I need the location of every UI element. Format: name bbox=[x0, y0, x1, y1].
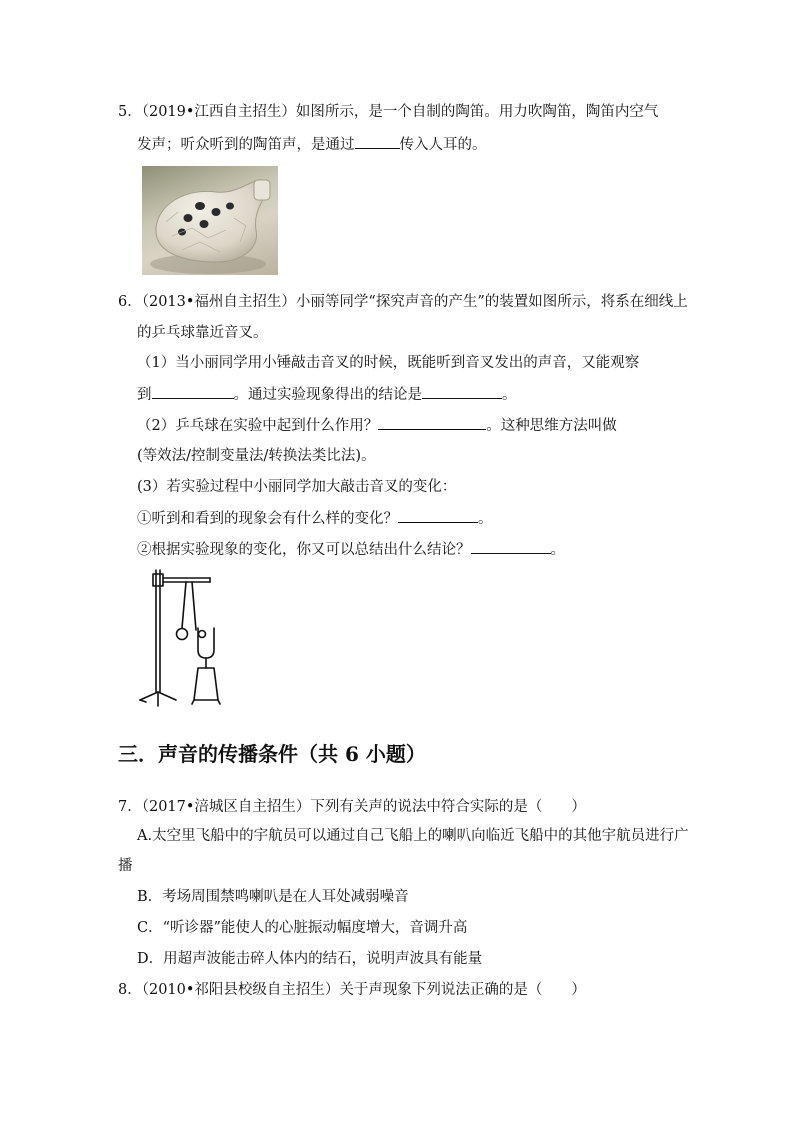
q6-part3-line1: (3）若实验过程中小丽同学加大敲击音叉的变化： bbox=[137, 479, 457, 495]
q6-line2: 的乒乓球靠近音叉。 bbox=[137, 325, 268, 341]
q8-stem: 8．（2010•祁阳县校级自主招生）关于声现象下列说法正确的是（ ） bbox=[118, 982, 586, 998]
q7-stem: 7．（2017•涪城区自主招生）下列有关声的说法中符合实际的是（ ） bbox=[118, 799, 586, 815]
q6-part3-item1 bbox=[137, 508, 493, 529]
q6-part1-text-a: 到 bbox=[137, 387, 152, 403]
q6-part1-text-b: 。通过实验现象得出的结论是 bbox=[233, 387, 422, 403]
q5-answer-blank bbox=[355, 134, 400, 149]
section-3-heading: 三．声音的传播条件（共 6 小题） bbox=[118, 742, 426, 766]
ocarina-illustration bbox=[142, 166, 278, 275]
q6-part3-item2-end: 。 bbox=[550, 542, 565, 558]
q6-part3-item2-text: ②根据实验现象的变化，你又可以总结出什么结论？ bbox=[137, 542, 471, 558]
q6-part3-item2 bbox=[137, 539, 565, 560]
q6-part3-item1-end: 。 bbox=[478, 511, 493, 527]
ocarina-photo bbox=[142, 166, 278, 275]
q6-line1: 6．（2013•福州自主招生）小丽等同学“探究声音的产生”的装置如图所示，将系在细线上 bbox=[118, 294, 688, 310]
q6-part3-blank-2 bbox=[471, 539, 551, 554]
q6-part3-item1-text: ①听到和看到的现象会有什么样的变化？ bbox=[137, 511, 398, 527]
q7-option-d: D．用超声波能击碎人体内的结石，说明声波具有能量 bbox=[137, 951, 483, 967]
q7-option-a-line2: 播 bbox=[118, 858, 133, 874]
q7-option-b: B．考场周围禁鸣喇叭是在人耳处减弱噪音 bbox=[137, 889, 409, 905]
q7-option-a-line1: A.太空里飞船中的宇航员可以通过自己飞船上的喇叭向临近飞船中的其他宇航员进行广 bbox=[137, 828, 689, 844]
q6-part1-line2 bbox=[137, 384, 517, 405]
q6-part2-text-a: （2）乒乓球在实验中起到什么作用？ bbox=[137, 418, 379, 434]
tuning-fork-apparatus-diagram bbox=[136, 562, 236, 710]
q6-part1-text-c: 。 bbox=[502, 387, 517, 403]
q6-part3-blank-1 bbox=[398, 508, 478, 523]
q6-part2-text-b: 。这种思维方法叫做 bbox=[486, 418, 617, 434]
q5-line2-post: 传入人耳的。 bbox=[399, 137, 487, 153]
q6-part1-line1: （1）当小丽同学用小锤敲击音叉的时候，既能听到音叉发出的声音，又能观察 bbox=[137, 355, 640, 371]
q5-line2-pre: 发声；听众听到的陶笛声，是通过 bbox=[137, 137, 355, 153]
q6-part2-line1 bbox=[137, 415, 617, 436]
q6-part2-line2: (等效法/控制变量法/转换法类比法)。 bbox=[137, 448, 376, 464]
q6-part1-blank-2 bbox=[422, 384, 502, 399]
q5-line2 bbox=[137, 134, 487, 155]
q6-part1-blank-1 bbox=[152, 384, 234, 399]
q7-option-c: C．“听诊器”能使人的心脏振动幅度增大，音调升高 bbox=[137, 920, 468, 936]
q5-line1: 5．（2019•江西自主招生）如图所示，是一个自制的陶笛。用力吹陶笛，陶笛内空气 bbox=[118, 104, 659, 120]
q6-part2-blank bbox=[378, 415, 486, 430]
